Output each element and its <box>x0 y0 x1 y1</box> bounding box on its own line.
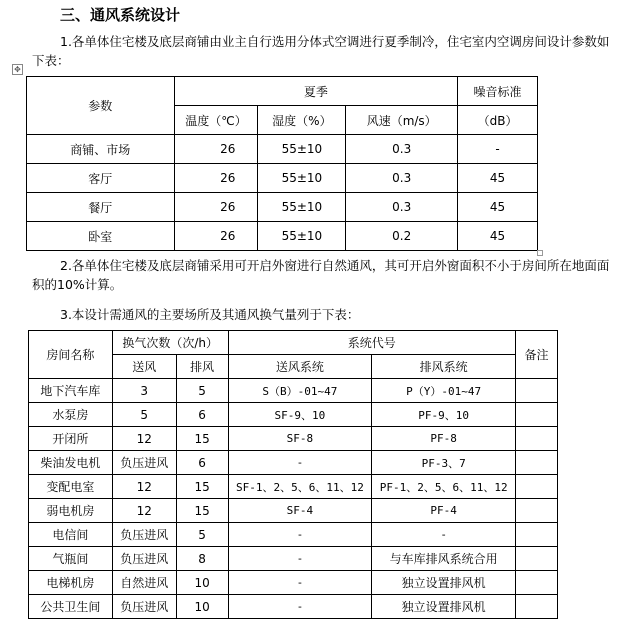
cell-exhaust: 5 <box>176 379 228 403</box>
cell-name: 卧室 <box>27 222 175 251</box>
header-note: 备注 <box>516 331 558 379</box>
table-row <box>29 571 558 595</box>
cell-temp: 26 <box>174 164 258 193</box>
cell-supply: 12 <box>112 499 176 523</box>
table-row <box>27 135 538 164</box>
cell-supply: 3 <box>112 379 176 403</box>
cell-noise: - <box>458 135 538 164</box>
cell-room: 电信间 <box>29 523 113 547</box>
cell-humidity: 55±10 <box>258 164 346 193</box>
cell-exhaust: 8 <box>176 547 228 571</box>
header-noise: 噪音标准 <box>458 77 538 106</box>
paragraph-1 <box>32 32 622 70</box>
cell-note <box>516 475 558 499</box>
table-row <box>29 595 558 619</box>
cell-noise: 45 <box>458 193 538 222</box>
section-heading: 三、通风系统设计 <box>60 6 181 24</box>
cell-temp: 26 <box>174 193 258 222</box>
cell-exhaust-system: PF-4 <box>372 499 516 523</box>
cell-supply-system: - <box>228 451 372 475</box>
cell-room: 公共卫生间 <box>29 595 113 619</box>
subheader-supply-system: 送风系统 <box>228 355 372 379</box>
cell-name: 餐厅 <box>27 193 175 222</box>
cell-room: 变配电室 <box>29 475 113 499</box>
subheader-exhaust-system: 排风系统 <box>372 355 516 379</box>
subheader-humidity: 湿度（%） <box>258 106 346 135</box>
cell-noise: 45 <box>458 164 538 193</box>
cell-exhaust: 6 <box>176 451 228 475</box>
table-row <box>29 475 558 499</box>
cell-exhaust-system: PF-1、2、5、6、11、12 <box>372 475 516 499</box>
cell-note <box>516 595 558 619</box>
cell-supply: 负压进风 <box>112 595 176 619</box>
cell-supply: 负压进风 <box>112 523 176 547</box>
cell-supply-system: SF-4 <box>228 499 372 523</box>
cell-exhaust: 5 <box>176 523 228 547</box>
cell-exhaust-system: PF-8 <box>372 427 516 451</box>
cell-humidity: 55±10 <box>258 193 346 222</box>
cell-humidity: 55±10 <box>258 222 346 251</box>
table-row <box>29 427 558 451</box>
cell-exhaust-system: PF-9、10 <box>372 403 516 427</box>
paragraph-2 <box>32 256 622 294</box>
cell-exhaust-system: - <box>372 523 516 547</box>
cell-room: 开闭所 <box>29 427 113 451</box>
design-parameters-table <box>26 76 538 251</box>
header-rate: 换气次数（次/h） <box>112 331 228 355</box>
table-header-row <box>27 77 538 106</box>
cell-supply-system: SF-1、2、5、6、11、12 <box>228 475 372 499</box>
cell-exhaust-system: 与车库排风系统合用 <box>372 547 516 571</box>
cell-note <box>516 427 558 451</box>
subheader-speed: 风速（m/s） <box>346 106 458 135</box>
cell-note <box>516 547 558 571</box>
cell-supply: 12 <box>112 475 176 499</box>
table-header-row <box>29 331 558 355</box>
cell-supply: 5 <box>112 403 176 427</box>
cell-note <box>516 523 558 547</box>
cell-supply-system: - <box>228 571 372 595</box>
cell-name: 商铺、市场 <box>27 135 175 164</box>
header-room: 房间名称 <box>29 331 113 379</box>
table-row <box>29 547 558 571</box>
cell-room: 柴油发电机 <box>29 451 113 475</box>
cell-note <box>516 379 558 403</box>
cell-note <box>516 499 558 523</box>
paragraph-1-line-1: 1.各单体住宅楼及底层商铺由业主自行选用分体式空调进行夏季制冷，住宅室内空调房间设计参数如 <box>60 34 610 49</box>
cell-supply-system: - <box>228 523 372 547</box>
header-param: 参数 <box>27 77 175 135</box>
paragraph-1-line-2: 下表： <box>32 53 70 68</box>
cell-supply-system: SF-9、10 <box>228 403 372 427</box>
cell-speed: 0.3 <box>346 193 458 222</box>
header-summer: 夏季 <box>174 77 457 106</box>
table-row <box>29 451 558 475</box>
cell-supply-system: - <box>228 547 372 571</box>
ventilation-table <box>28 330 558 619</box>
table-move-handle-icon[interactable]: ✥ <box>12 64 23 75</box>
paragraph-2-line-2: 积的10%计算。 <box>32 277 123 292</box>
subheader-db: （dB） <box>458 106 538 135</box>
cell-temp: 26 <box>174 135 258 164</box>
cell-exhaust: 15 <box>176 475 228 499</box>
cell-speed: 0.2 <box>346 222 458 251</box>
cell-noise: 45 <box>458 222 538 251</box>
cell-speed: 0.3 <box>346 135 458 164</box>
table-row <box>29 379 558 403</box>
cell-exhaust-system: 独立设置排风机 <box>372 595 516 619</box>
cell-room: 水泵房 <box>29 403 113 427</box>
cell-supply: 负压进风 <box>112 451 176 475</box>
cell-exhaust: 10 <box>176 571 228 595</box>
cell-supply: 自然进风 <box>112 571 176 595</box>
cell-exhaust: 10 <box>176 595 228 619</box>
cell-name: 客厅 <box>27 164 175 193</box>
cell-exhaust: 6 <box>176 403 228 427</box>
cell-exhaust-system: P（Y）-01~47 <box>372 379 516 403</box>
cell-note <box>516 571 558 595</box>
cell-exhaust-system: 独立设置排风机 <box>372 571 516 595</box>
cell-note <box>516 403 558 427</box>
table-row <box>29 499 558 523</box>
cell-room: 电梯机房 <box>29 571 113 595</box>
cell-supply-system: S（B）-01~47 <box>228 379 372 403</box>
cell-supply-system: - <box>228 595 372 619</box>
cell-supply-system: SF-8 <box>228 427 372 451</box>
cell-speed: 0.3 <box>346 164 458 193</box>
table-row <box>29 523 558 547</box>
cell-room: 地下汽车库 <box>29 379 113 403</box>
subheader-temp: 温度（℃） <box>174 106 258 135</box>
table-row <box>29 403 558 427</box>
table-row <box>27 193 538 222</box>
cell-note <box>516 451 558 475</box>
subheader-exhaust: 排风 <box>176 355 228 379</box>
table-row <box>27 222 538 251</box>
cell-supply: 负压进风 <box>112 547 176 571</box>
cell-supply: 12 <box>112 427 176 451</box>
cell-room: 弱电机房 <box>29 499 113 523</box>
table-row <box>27 164 538 193</box>
subheader-supply: 送风 <box>112 355 176 379</box>
cell-humidity: 55±10 <box>258 135 346 164</box>
cell-room: 气瓶间 <box>29 547 113 571</box>
header-code: 系统代号 <box>228 331 516 355</box>
cell-exhaust: 15 <box>176 499 228 523</box>
paragraph-3: 3.本设计需通风的主要场所及其通风换气量列于下表： <box>60 307 360 322</box>
paragraph-2-line-1: 2.各单体住宅楼及底层商铺采用可开启外窗进行自然通风，其可开启外窗面积不小于房间所在地面面 <box>60 258 610 273</box>
cell-exhaust-system: PF-3、7 <box>372 451 516 475</box>
cell-exhaust: 15 <box>176 427 228 451</box>
cell-temp: 26 <box>174 222 258 251</box>
